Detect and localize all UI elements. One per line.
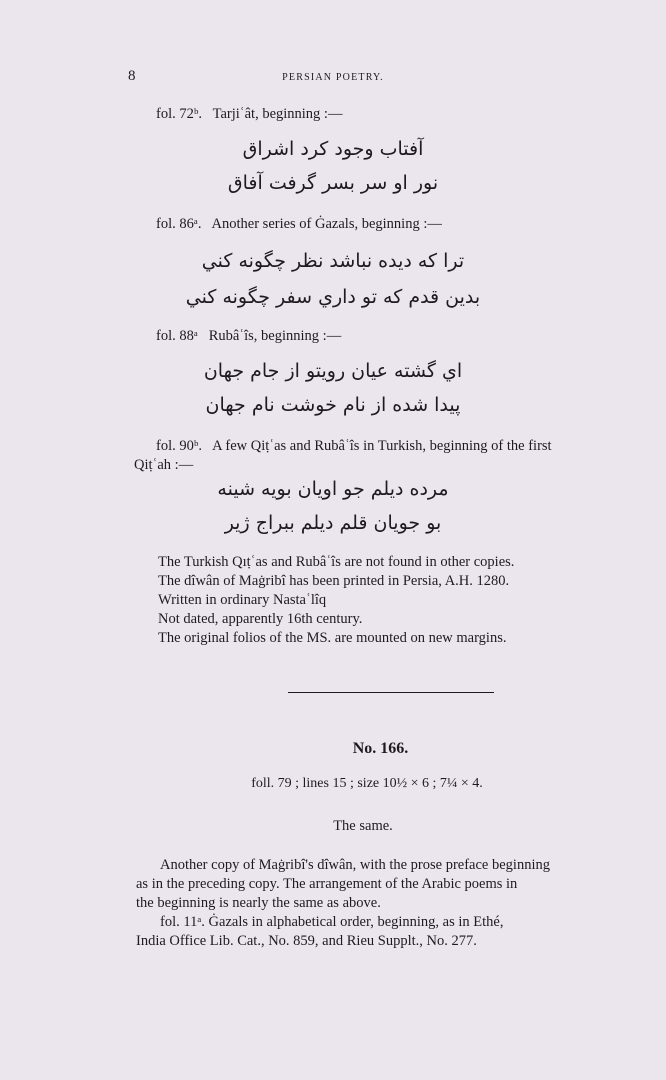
- entry-subtitle: The same.: [333, 818, 393, 834]
- persian-verse: ترا که دیده نباشد نظر چگونه کني: [201, 250, 465, 272]
- entry-number-title: No. 166.: [352, 740, 409, 757]
- folio-ref: fol. 72ᵇ.: [156, 106, 202, 122]
- entry-line: [156, 328, 341, 345]
- entry-text: Rubâʿîs, beginning :—: [208, 328, 342, 344]
- entry-line: [156, 216, 442, 233]
- persian-verse: نور او سر بسر گرفت آفاق: [227, 172, 439, 194]
- entry-text: A few Qiṭʿas and Rubâʿîs in Turkish, beginning of the first: [212, 438, 552, 454]
- entry-line: [156, 438, 552, 455]
- persian-verse: بو جویان قلم دیلم ببراج ژیر: [224, 512, 442, 534]
- notes-block: [158, 553, 514, 648]
- description-paragraph: [136, 856, 648, 951]
- persian-verse: بدین قدم که تو داري سفر چگونه کني: [185, 286, 481, 308]
- manuscript-details: foll. 79 ; lines 15 ; size 10½ × 6 ; 7¼ × 4.: [251, 776, 483, 791]
- running-title: PERSIAN POETRY.: [282, 72, 384, 83]
- section-divider: [288, 692, 494, 693]
- folio-ref: fol. 88ᵃ: [156, 328, 198, 344]
- entry-text: Another series of Ġazals, beginning :—: [211, 216, 442, 232]
- note-line: Written in ordinary Nastaʿlîq: [158, 592, 327, 608]
- entry-text-continued: Qiṭʿah :—: [134, 457, 194, 473]
- note-line: Not dated, apparently 16th century.: [158, 611, 363, 627]
- entry-text: Tarjiʿât, beginning :—: [212, 106, 343, 122]
- persian-verse: پیدا شده از نام خوشت نام جهان: [205, 394, 461, 416]
- folio-ref: fol. 86ᵃ.: [156, 216, 202, 232]
- note-line: The Turkish Qıṭʿas and Rubâʿîs are not found in other copies.: [158, 554, 515, 570]
- paragraph-line: the beginning is nearly the same as above.: [136, 895, 381, 911]
- persian-verse: مرده دیلم جو اویان بویه شینه: [217, 478, 449, 500]
- persian-verse: آفتاب وجود کرد اشراق: [242, 138, 424, 160]
- note-line: The original folios of the MS. are mounted on new margins.: [158, 630, 507, 646]
- paragraph-line: fol. 11ᵃ. Ġazals in alphabetical order, beginning, as in Ethé,: [160, 914, 504, 930]
- paragraph-line: Another copy of Maġribî's dîwân, with the prose preface beginning: [160, 857, 550, 873]
- page-number: 8: [128, 68, 136, 84]
- note-line: The dîwân of Maġribî has been printed in Persia, A.H. 1280.: [158, 573, 510, 589]
- folio-ref: fol. 90ᵇ.: [156, 438, 202, 454]
- paragraph-line: as in the preceding copy. The arrangement of the Arabic poems in: [136, 876, 518, 892]
- paragraph-line: India Office Lib. Cat., No. 859, and Rieu Supplt., No. 277.: [136, 933, 477, 949]
- persian-verse: اي گشته عیان رویتو از جام جهان: [203, 360, 463, 382]
- entry-line: [156, 106, 342, 123]
